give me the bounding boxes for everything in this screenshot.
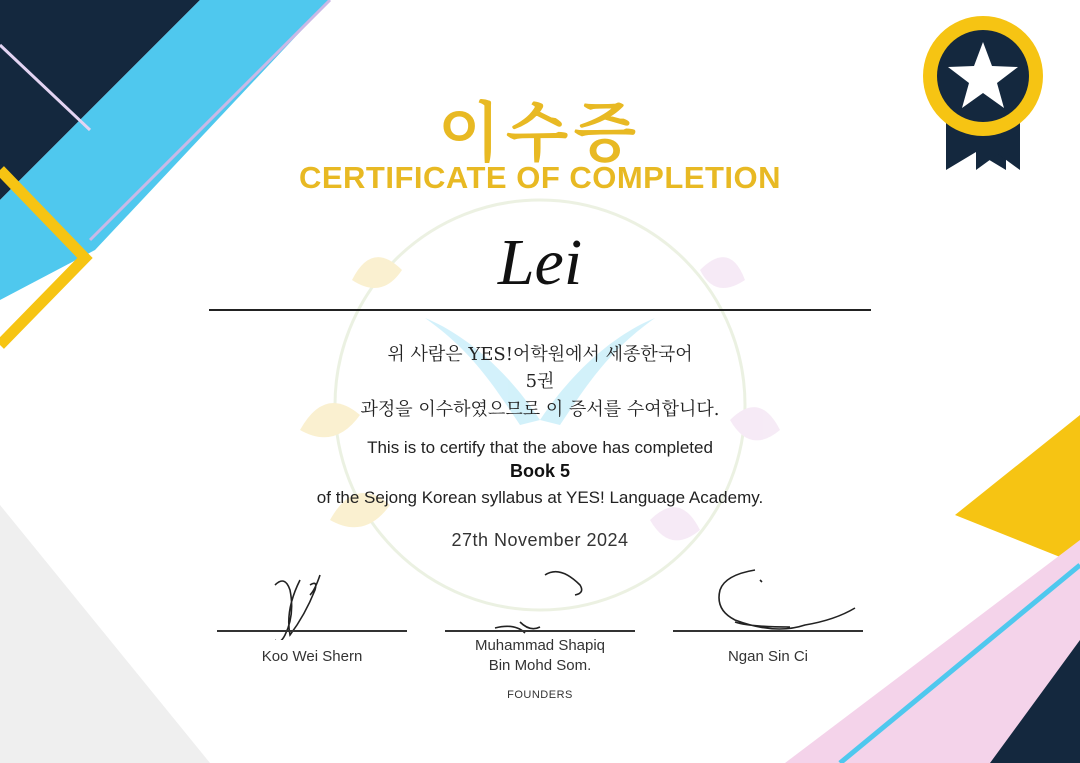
title-english: CERTIFICATE OF COMPLETION bbox=[298, 160, 782, 195]
signatory-name-2-line-1: Muhammad Shapiq bbox=[474, 637, 606, 654]
recipient-name: Lei bbox=[497, 226, 583, 299]
signature-line-1 bbox=[217, 630, 407, 632]
signatures-area bbox=[0, 560, 1080, 640]
signatory-name-1: Koo Wei Shern bbox=[261, 648, 363, 665]
signature-line-3 bbox=[673, 630, 863, 632]
issue-date: 27th November 2024 bbox=[451, 530, 629, 550]
recipient-underline bbox=[209, 309, 871, 311]
founders-label: FOUNDERS bbox=[507, 689, 573, 701]
english-line-3: of the Sejong Korean syllabus at YES! Language Academy. bbox=[316, 488, 764, 507]
signature-line-2 bbox=[445, 630, 635, 632]
signatory-name-2-line-2: Bin Mohd Som. bbox=[488, 657, 592, 674]
english-line-2: Book 5 bbox=[509, 461, 570, 481]
signatory-name-2 bbox=[440, 636, 640, 676]
english-line-1: This is to certify that the above has completed bbox=[367, 438, 713, 457]
signature-3 bbox=[719, 570, 855, 629]
signatory-name-3: Ngan Sin Ci bbox=[727, 648, 809, 665]
signature-2 bbox=[495, 572, 582, 633]
title-korean: 이수증 bbox=[438, 97, 642, 171]
korean-line-2: 5권 bbox=[525, 371, 555, 392]
korean-line-1: 위 사람은 YES!어학원에서 세종한국어 bbox=[387, 344, 693, 365]
korean-line-3: 과정을 이수하였으므로 이 증서를 수여합니다. bbox=[360, 399, 720, 420]
